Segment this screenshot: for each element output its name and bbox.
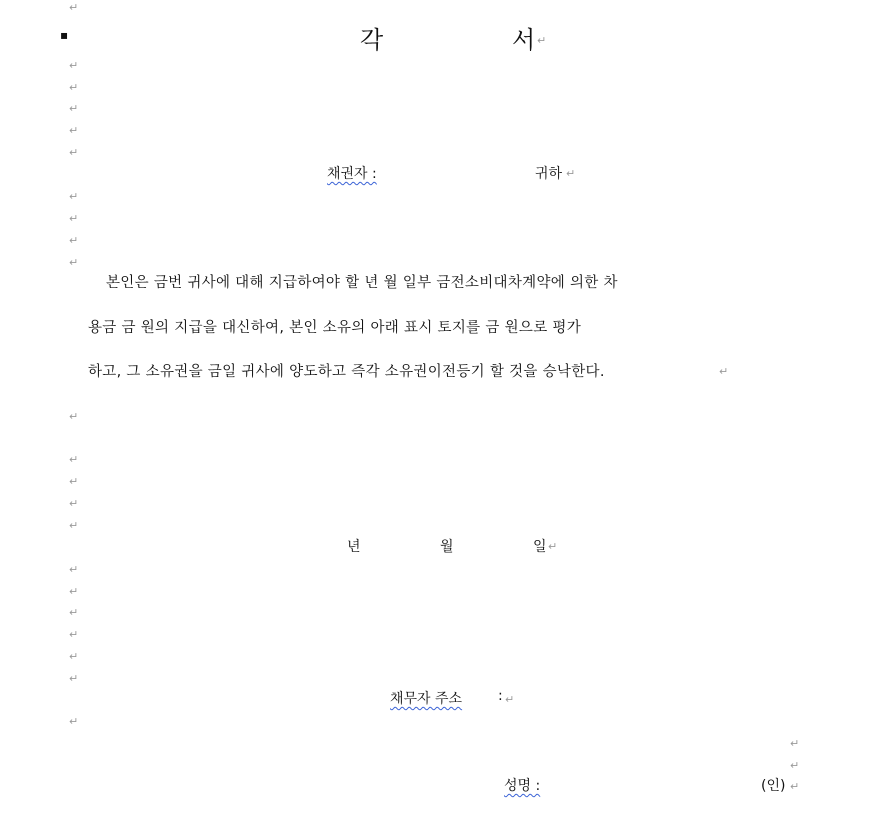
paragraph-mark: ↵	[537, 34, 547, 47]
paragraph-mark: ↵	[69, 453, 79, 466]
paragraph-mark: ↵	[505, 693, 515, 706]
paragraph-mark: ↵	[69, 81, 79, 94]
paragraph-mark: ↵	[69, 59, 79, 72]
debtor-address-label: 채무자 주소	[390, 691, 463, 707]
paragraph-mark: ↵	[69, 410, 79, 423]
seal-mark: (인)	[761, 778, 786, 794]
paragraph-mark: ↵	[69, 475, 79, 488]
paragraph-mark: ↵	[69, 102, 79, 115]
paragraph-mark: ↵	[790, 759, 800, 772]
paragraph-mark: ↵	[790, 737, 800, 750]
honorific-text: 귀하	[535, 166, 563, 182]
paragraph-mark: ↵	[69, 1, 79, 14]
paragraph-mark: ↵	[69, 234, 79, 247]
body-line-1: 본인은 금번 귀사에 대해 지급하여야 할 년 월 일부 금전소비대차계약에 의한 차	[106, 275, 618, 291]
debtor-address-colon: :	[498, 688, 503, 704]
date-month: 월	[440, 539, 454, 555]
paragraph-mark: ↵	[69, 124, 79, 137]
paragraph-mark: ↵	[69, 672, 79, 685]
paragraph-mark: ↵	[69, 606, 79, 619]
date-day: 일	[533, 539, 547, 555]
paragraph-mark: ↵	[69, 628, 79, 641]
paragraph-mark: ↵	[69, 585, 79, 598]
debtor-name-label: 성명 :	[504, 778, 541, 794]
creditor-label: 채권자 :	[327, 166, 377, 182]
paragraph-mark: ↵	[566, 167, 576, 180]
paragraph-mark: ↵	[790, 780, 800, 793]
bullet-marker: ▪	[60, 28, 69, 42]
paragraph-mark: ↵	[69, 563, 79, 576]
paragraph-mark: ↵	[548, 540, 558, 553]
paragraph-mark: ↵	[69, 497, 79, 510]
paragraph-mark: ↵	[719, 365, 729, 378]
paragraph-mark: ↵	[69, 146, 79, 159]
title-char-left: 각	[360, 26, 384, 54]
paragraph-mark: ↵	[69, 519, 79, 532]
paragraph-mark: ↵	[69, 715, 79, 728]
body-line-3: 하고, 그 소유권을 금일 귀사에 양도하고 즉각 소유권이전등기 할 것을 승낙한다.	[88, 364, 605, 380]
date-year: 년	[347, 539, 361, 555]
paragraph-mark: ↵	[69, 650, 79, 663]
paragraph-mark: ↵	[69, 212, 79, 225]
paragraph-mark: ↵	[69, 256, 79, 269]
paragraph-mark: ↵	[69, 190, 79, 203]
title-char-right: 서	[512, 26, 536, 54]
body-line-2: 용금 금 원의 지급을 대신하여, 본인 소유의 아래 표시 토지를 금 원으로 평가	[88, 320, 582, 336]
